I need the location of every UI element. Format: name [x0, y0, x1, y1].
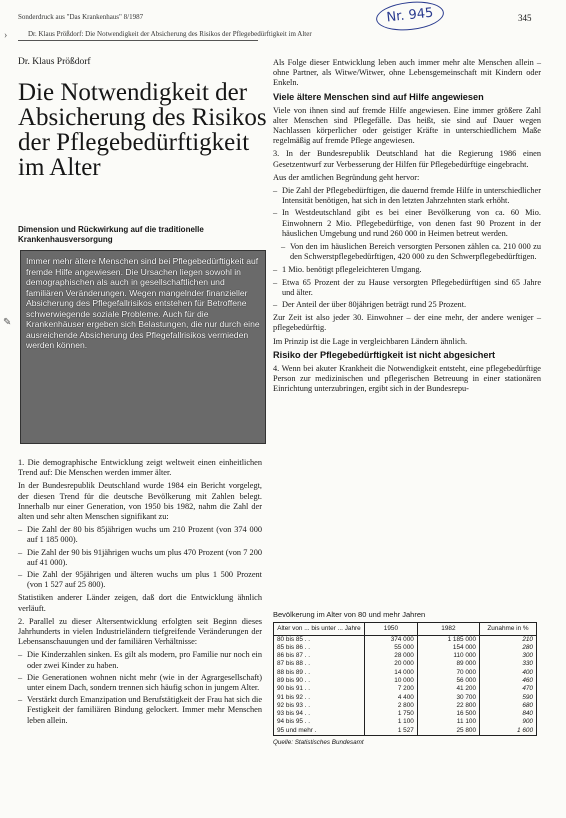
sub-bullet-list	[273, 242, 541, 262]
table-cell: 460	[480, 677, 537, 685]
table-cell: 374 000	[365, 635, 418, 644]
article-title: Die Notwendigkeit der Absicherung des Risikos der Pflegebedürftigkeit im Alter	[18, 79, 267, 181]
table-cell: 680	[480, 702, 537, 710]
header-rule	[18, 40, 258, 41]
table-row	[274, 727, 537, 736]
table-cell: 154 000	[417, 644, 479, 652]
table-row	[274, 694, 537, 702]
table-row	[274, 677, 537, 685]
table-row	[274, 644, 537, 652]
table-row	[274, 685, 537, 693]
article-subtitle: Dimension und Rückwirkung auf die traditionelle Krankenhausversorgung	[18, 225, 204, 244]
paragraph: 2. Parallel zu dieser Altersentwicklung erfolgten seit Beginn dieses Jahrhunderts in vielen Industrieländern tiefgreifende Veränderungen der Lebensanschauungen und der familiären Verhältnisse:	[18, 616, 262, 647]
bullet-list	[18, 525, 262, 590]
table-header: Zunahme in %	[480, 623, 537, 636]
table-cell: 2 800	[365, 702, 418, 710]
table-cell: 900	[480, 718, 537, 726]
table-header-row	[274, 623, 537, 636]
table-cell: 30 700	[417, 694, 479, 702]
list-item: – Die Zahl der 95jährigen und älteren wuchs um plus 1 500 Prozent (von 1 527 auf 25 800).	[27, 570, 262, 590]
page-number: 345	[518, 13, 532, 23]
table-cell: 1 527	[365, 727, 418, 736]
table-cell: 56 000	[417, 677, 479, 685]
list-item: – Von den im häuslichen Bereich versorgten Personen zählen ca. 210 000 zu den Schwerstpflegebedürftigen, 420 000 zu den Schwerpflegebedürftigen.	[290, 242, 541, 262]
table-header: 1950	[365, 623, 418, 636]
table-row	[274, 660, 537, 668]
left-column	[18, 458, 262, 729]
bullet-list	[18, 650, 262, 725]
table-cell: 400	[480, 669, 537, 677]
table-cell: 1 185 000	[417, 635, 479, 644]
list-item: – 1 Mio. benötigt pflegeleichteren Umgang.	[282, 265, 541, 275]
table-cell: 20 000	[365, 660, 418, 668]
table-cell: 300	[480, 652, 537, 660]
paragraph: Viele von ihnen sind auf fremde Hilfe angewiesen. Eine immer größere Zahl alter Menschen sind Pflegefälle. Das heißt, sie sind auf Dauer wegen Nachlassen körperlicher oder geistiger Kräfte in unterschiedlichem Maße regelmäßig auf fremde Pflege angewiesen.	[273, 105, 541, 146]
table-row	[274, 635, 537, 644]
binder-mark-icon: ✎	[3, 317, 12, 328]
list-item: – Die Zahl der 80 bis 85jährigen wuchs um 210 Prozent (von 374 000 auf 1 185 000).	[27, 525, 262, 545]
table-cell: 330	[480, 660, 537, 668]
table-cell: 87 bis 88 . .	[274, 660, 365, 668]
table-cell: 41 200	[417, 685, 479, 693]
table-header: Alter von ... bis unter ... Jahre	[274, 623, 365, 636]
binder-mark-icon: ›	[4, 30, 8, 41]
paragraph: Statistiken anderer Länder zeigen, daß dort die Entwicklung ähnlich verläuft.	[18, 593, 262, 613]
table-cell: 11 100	[417, 718, 479, 726]
list-item: – Die Kinderzahlen sinken. Es gilt als modern, pro Familie nur noch ein oder zwei Kinder zu haben.	[27, 650, 262, 670]
table-cell: 89 000	[417, 660, 479, 668]
table-row	[274, 718, 537, 726]
paragraph: Als Folge dieser Entwicklung leben auch immer mehr alte Menschen allein – ohne Partner, als Witwe/Witwer, ohne Lebensgemeinschaft mit Kindern oder Enkeln.	[273, 58, 541, 88]
population-table-block	[273, 610, 541, 746]
table-cell: 55 000	[365, 644, 418, 652]
paragraph: In der Bundesrepublik Deutschland wurde 1984 ein Bericht vorgelegt, der diesen Trend für die deutsche Bevölkerung mit Zahlen belegt. Innerhalb nur einer Generation, von 1950 bis 1982, nahm die Zahl der alten und sehr alten Menschen signifikant zu:	[18, 481, 262, 522]
table-cell: 14 000	[365, 669, 418, 677]
table-cell: 1 100	[365, 718, 418, 726]
author-name: Dr. Klaus Prößdorf	[18, 57, 91, 67]
table-cell: 93 bis 94 . .	[274, 710, 365, 718]
table-cell: 89 bis 90 . .	[274, 677, 365, 685]
paragraph: 4. Wenn bei akuter Krankheit die Notwendigkeit entsteht, eine pflegebedürftige Person zur medizinischen und pflegerischen Betreuung in einer stationären Einrichtung unterzubringen, ergibt sich in der Bundesrepu-	[273, 363, 541, 394]
paragraph: Aus der amtlichen Begründung geht hervor:	[273, 172, 420, 182]
bullet-list	[273, 186, 541, 239]
table-row	[274, 652, 537, 660]
table-cell: 7 200	[365, 685, 418, 693]
table-cell: 80 bis 85 . .	[274, 635, 365, 644]
table-cell: 28 000	[365, 652, 418, 660]
running-header: Dr. Klaus Prößdorf: Die Notwendigkeit der Absicherung des Risikos der Pflegebedürftigkeit im Alter	[28, 30, 312, 38]
table-cell: 22 800	[417, 702, 479, 710]
list-item: – Die Zahl der 90 bis 91jährigen wuchs um plus 470 Prozent (von 7 200 auf 41 000).	[27, 548, 262, 568]
list-item: – Verstärkt durch Emanzipation und Berufstätigkeit der Frau hat sich die Festigkeit der familiären Bindung gelockert. Immer mehr Menschen leben allein.	[27, 695, 262, 726]
table-cell: 110 000	[417, 652, 479, 660]
table-cell: 94 bis 95 . .	[274, 718, 365, 726]
table-cell: 10 000	[365, 677, 418, 685]
table-cell: 4 400	[365, 694, 418, 702]
table-cell: 86 bis 87 . .	[274, 652, 365, 660]
table-cell: 70 000	[417, 669, 479, 677]
table-cell: 16 500	[417, 710, 479, 718]
table-header: 1982	[417, 623, 479, 636]
table-row	[274, 702, 537, 710]
paragraph: Im Prinzip ist die Lage in vergleichbaren Ländern ähnlich.	[273, 336, 468, 346]
table-cell: 1 600	[480, 727, 537, 736]
paragraph: 3. In der Bundesrepublik Deutschland hat die Regierung 1986 einen Gesetzentwurf zur Verbesserung der Hilfen für Pflegebedürftige eingebracht.	[273, 149, 541, 169]
section-heading: Risiko der Pflegebedürftigkeit ist nicht abgesichert	[273, 349, 496, 360]
population-table	[273, 622, 537, 736]
handwritten-annotation: Nr. 945	[375, 0, 446, 33]
table-cell: 88 bis 89 . .	[274, 669, 365, 677]
table-cell: 85 bis 86 . .	[274, 644, 365, 652]
table-cell: 280	[480, 644, 537, 652]
paragraph: Zur Zeit ist also jeder 30. Einwohner – der eine mehr, der andere weniger – pflegebedürftig.	[273, 313, 541, 333]
right-column	[273, 58, 541, 397]
section-heading: Viele ältere Menschen sind auf Hilfe angewiesen	[273, 91, 484, 102]
table-cell: 840	[480, 710, 537, 718]
list-item: – Der Anteil der über 80jährigen beträgt rund 25 Prozent.	[282, 300, 541, 310]
list-item: – In Westdeutschland gibt es bei einer Bevölkerung von ca. 60 Mio. Einwohnern 2 Mio. Pflegebedürftige, von denen fast 90 Prozent in der häuslichen Umgebung und rund 260 000 in Heimen betreut werden.	[282, 208, 541, 239]
list-item: – Etwa 65 Prozent der zu Hause versorgten Pflegebedürftigen sind 65 Jahre und älter.	[282, 278, 541, 298]
paragraph: 1. Die demographische Entwicklung zeigt weltweit einen einheitlichen Trend auf: Die Menschen werden immer älter.	[18, 458, 262, 478]
table-cell: 95 und mehr .	[274, 727, 365, 736]
abstract-text: Immer mehr ältere Menschen sind bei Pflegebedürftigkeit auf fremde Hilfe angewiesen. Die Ursachen liegen sowohl in demographischen als auch in gesellschaftlichen und familiären Veränderungen. Wegen mangelnder finanzieller Absicherung des Pflegefallrisikos entstehen für Betroffene schwerwiegende soziale Probleme. Auch für die Krankenhäuser ergeben sich Belastungen, die nur durch eine ausreichende Absicherung des Pflegefallrisikos vermieden werden können.	[26, 256, 260, 350]
list-item: – Die Zahl der Pflegebedürftigen, die dauernd fremde Hilfe in unterschiedlicher Intensität benötigen, hat sich in den letzten Jahrzehnten stark erhöht.	[282, 186, 541, 206]
table-row	[274, 710, 537, 718]
table-title: Bevölkerung im Alter von 80 und mehr Jahren	[273, 610, 426, 619]
table-cell: 210	[480, 635, 537, 644]
list-item: – Die Generationen wohnen nicht mehr (wie in der Agrargesellschaft) unter einem Dach, sondern trennen sich häufig schon in jungem Alter.	[27, 673, 262, 693]
table-cell: 25 800	[417, 727, 479, 736]
table-cell: 91 bis 92 . .	[274, 694, 365, 702]
table-row	[274, 669, 537, 677]
journal-label: Sonderdruck aus "Das Krankenhaus" 8/1987	[18, 13, 144, 21]
table-cell: 590	[480, 694, 537, 702]
table-cell: 92 bis 93 . .	[274, 702, 365, 710]
table-source: Quelle: Statistisches Bundesamt	[273, 739, 364, 747]
table-cell: 470	[480, 685, 537, 693]
table-cell: 1 750	[365, 710, 418, 718]
table-cell: 90 bis 91 . .	[274, 685, 365, 693]
bullet-list	[273, 265, 541, 310]
